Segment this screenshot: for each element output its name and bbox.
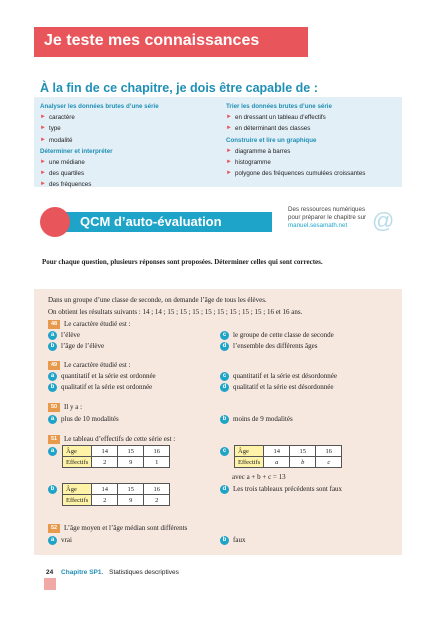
q51-condition: avec a + b + c = 13 <box>232 473 286 481</box>
option-label: quantitatif et la série est ordonnée <box>61 372 156 380</box>
option-label: moins de 9 modalités <box>233 415 293 423</box>
q52-option-a[interactable] <box>48 535 72 545</box>
option-label: plus de 10 modalités <box>61 415 119 423</box>
table-cell: 15 <box>118 484 144 495</box>
table-cell: 2 <box>92 457 118 468</box>
q51-option-c[interactable] <box>220 446 233 456</box>
objective-item-label: des fréquences <box>49 181 92 189</box>
table-cell: 9 <box>118 495 144 506</box>
chapter-title: Statistiques descriptives <box>109 569 179 576</box>
objective-item <box>40 135 220 146</box>
q50-option-a[interactable] <box>48 414 119 424</box>
option-letter-badge: a <box>48 536 57 545</box>
banner-title: Je teste mes connaissances <box>44 32 260 49</box>
objective-item <box>40 179 220 190</box>
objective-item <box>40 112 220 123</box>
table-cell: 15 <box>290 446 316 457</box>
option-letter-badge: b <box>48 383 57 392</box>
q48-option-d[interactable] <box>220 341 317 351</box>
q49-option-a[interactable] <box>48 371 156 381</box>
option-label: l’élève <box>61 331 81 339</box>
question-number-48: 48 <box>48 320 60 329</box>
table-cell: b <box>290 457 316 468</box>
question-52-text: L’âge moyen et l’âge médian sont différents <box>64 524 188 532</box>
resources-line-1: Des ressources numériques <box>288 206 366 213</box>
table-cell: 14 <box>92 446 118 457</box>
objective-heading: Déterminer et interpréter <box>40 147 113 155</box>
bullet-arrow-icon: ► <box>40 125 46 132</box>
q51-option-a[interactable] <box>48 446 61 456</box>
table-row-age <box>63 484 170 495</box>
instruction-text: Pour chaque question, plusieurs réponses sont proposées. Déterminer celles qui sont correctes. <box>42 258 323 266</box>
table-cell: Effectifs <box>63 457 92 468</box>
objective-item-label: diagramme à barres <box>235 147 291 155</box>
objective-item <box>226 157 396 168</box>
option-letter-badge: a <box>48 415 57 424</box>
objective-item-label: type <box>49 125 61 133</box>
table-row-effectifs <box>235 457 342 468</box>
page-footer <box>46 569 179 576</box>
objective-item-label: caractère <box>49 114 75 122</box>
table-row-effectifs <box>63 495 170 506</box>
q48-option-a[interactable] <box>48 330 80 340</box>
table-cell: 2 <box>144 495 170 506</box>
objective-item-label: une médiane <box>49 159 85 167</box>
bullet-arrow-icon: ► <box>40 114 46 121</box>
table-cell: 15 <box>118 446 144 457</box>
objective-item-label: histogramme <box>235 159 271 167</box>
table-cell: 1 <box>144 457 170 468</box>
option-letter-badge: d <box>220 485 229 494</box>
objective-item <box>40 123 220 134</box>
q52-option-b[interactable] <box>220 535 245 545</box>
objectives-box <box>34 97 402 187</box>
objective-heading: Analyser les données brutes d’une série <box>40 103 159 110</box>
bullet-arrow-icon: ► <box>226 125 232 132</box>
chapter-label: Chapitre SP1. <box>61 569 104 576</box>
objective-item <box>226 112 396 123</box>
bullet-arrow-icon: ► <box>226 159 232 166</box>
footer-tab-decoration <box>44 578 56 590</box>
intro-line-2: On obtient les résultats suivants : 14 ; 14 ; 15 ; 15 ; 15 ; 15 ; 15 ; 15 ; 15 ; 15 ; 16 et 16 ans. <box>48 308 303 316</box>
objective-item <box>226 123 396 134</box>
table-cell: 16 <box>144 484 170 495</box>
resources-line-2: pour préparer le chapitre sur <box>288 214 367 221</box>
question-48-text: Le caractère étudié est : <box>64 320 131 328</box>
question-50-text: Il y a : <box>64 403 83 411</box>
objective-item <box>40 168 220 179</box>
objective-item <box>40 157 220 168</box>
table-cell: 16 <box>316 446 342 457</box>
bullet-arrow-icon: ► <box>226 114 232 121</box>
intro-line-1: Dans un groupe d’une classe de seconde, on demande l’âge de tous les élèves. <box>48 296 267 304</box>
objective-item-label: modalité <box>49 136 73 144</box>
q49-option-d[interactable] <box>220 382 334 392</box>
objective-item-label: en déterminant des classes <box>235 125 311 133</box>
objective-item <box>226 146 396 157</box>
page-number: 24 <box>46 569 54 576</box>
option-letter-badge: c <box>220 447 229 456</box>
option-letter-badge: c <box>220 331 229 340</box>
q51-option-d[interactable] <box>220 484 342 494</box>
table-cell: Âge <box>235 446 264 457</box>
option-letter-badge: b <box>220 536 229 545</box>
objective-heading: Construire et lire un graphique <box>226 136 317 144</box>
question-number-50: 50 <box>48 403 60 412</box>
question-number-52: 52 <box>48 524 60 533</box>
table-cell: Âge <box>63 484 92 495</box>
option-letter-badge: b <box>48 485 57 494</box>
table-row-age <box>235 446 342 457</box>
table-cell: Effectifs <box>63 495 92 506</box>
q51-table-b <box>62 483 170 506</box>
option-label: qualitatif et la série est désordonnée <box>233 383 334 391</box>
table-cell: c <box>316 457 342 468</box>
table-cell: Âge <box>63 446 92 457</box>
qcm-circle-decoration <box>40 207 70 237</box>
table-row-age <box>63 446 170 457</box>
option-letter-badge: a <box>48 331 57 340</box>
question-number-51: 51 <box>48 435 60 444</box>
bullet-arrow-icon: ► <box>226 147 232 154</box>
objective-item-label: des quartiles <box>49 170 85 178</box>
objective-heading: Trier les données brutes d’une série <box>226 103 332 110</box>
option-letter-badge: a <box>48 372 57 381</box>
option-letter-badge: d <box>220 342 229 351</box>
option-letter-badge: c <box>220 372 229 381</box>
question-49-text: Le caractère étudié est : <box>64 361 131 369</box>
chapter-banner <box>34 27 308 57</box>
objectives-right-column <box>226 101 396 179</box>
table-cell: 16 <box>144 446 170 457</box>
table-cell: a <box>264 457 290 468</box>
option-letter-badge: d <box>220 383 229 392</box>
option-label: l’âge de l’élève <box>61 342 105 350</box>
q48-option-b[interactable] <box>48 341 104 351</box>
question-51-text: Le tableau d’effectifs de cette série est : <box>64 435 176 443</box>
bullet-arrow-icon: ► <box>226 170 232 177</box>
option-label: Les trois tableaux précédents sont faux <box>233 485 343 493</box>
option-letter-badge: b <box>48 342 57 351</box>
table-cell: Effectifs <box>235 457 264 468</box>
objectives-left-column <box>40 101 220 191</box>
objective-item-label: en dressant un tableau d’effectifs <box>235 114 326 122</box>
objective-item-label: polygone des fréquences cumulées croissantes <box>235 170 366 178</box>
q51-table-a <box>62 445 170 468</box>
qcm-title: QCM d’auto-évaluation <box>80 214 222 229</box>
table-cell: 9 <box>118 457 144 468</box>
option-label: le groupe de cette classe de seconde <box>233 331 334 339</box>
q49-option-b[interactable] <box>48 382 152 392</box>
option-label: faux <box>233 536 246 544</box>
table-cell: 2 <box>92 495 118 506</box>
q51-table-c <box>234 445 342 468</box>
q48-option-c[interactable] <box>220 330 334 340</box>
resources-link[interactable]: manuel.sesamath.net <box>288 222 348 229</box>
bullet-arrow-icon: ► <box>40 181 46 188</box>
objectives-title: À la fin de ce chapitre, je dois être capable de : <box>40 81 318 95</box>
table-cell: 14 <box>264 446 290 457</box>
option-label: qualitatif et la série est ordonnée <box>61 383 153 391</box>
option-label: l’ensemble des différents âges <box>233 342 318 350</box>
resources-note <box>288 206 366 230</box>
option-letter-badge: b <box>220 415 229 424</box>
bullet-arrow-icon: ► <box>40 170 46 177</box>
bullet-arrow-icon: ► <box>40 159 46 166</box>
q49-option-c[interactable] <box>220 371 337 381</box>
q50-option-b[interactable] <box>220 414 293 424</box>
table-cell: 14 <box>92 484 118 495</box>
question-number-49: 49 <box>48 361 60 370</box>
option-label: vrai <box>61 536 72 544</box>
at-sign-icon: @ <box>372 208 395 233</box>
objective-item <box>226 168 396 179</box>
option-label: quantitatif et la série est désordonnée <box>233 372 337 380</box>
option-letter-badge: a <box>48 447 57 456</box>
bullet-arrow-icon: ► <box>40 136 46 143</box>
table-row-effectifs <box>63 457 170 468</box>
q51-option-b[interactable] <box>48 484 61 494</box>
